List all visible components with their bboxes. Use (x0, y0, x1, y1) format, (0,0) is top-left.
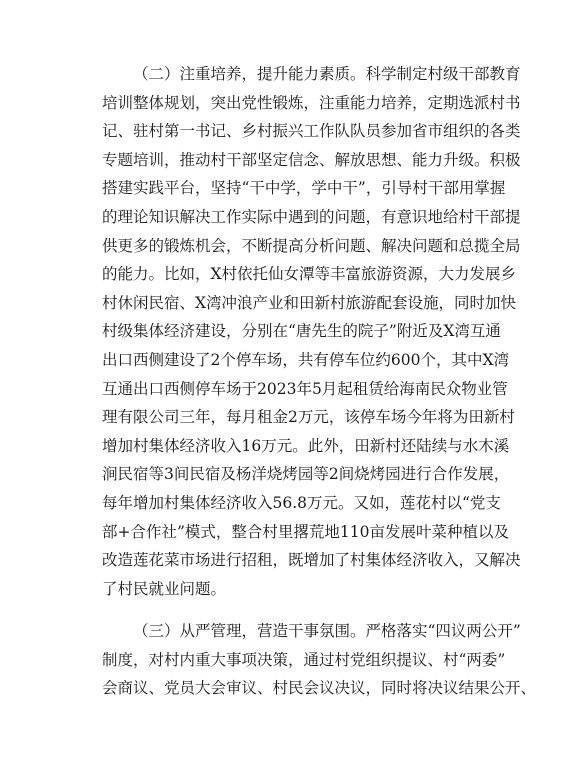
paragraph-3 (102, 617, 537, 703)
paragraph-line: 村休闲民宿、X湾冲浪产业和田新村旅游配套设施，同时加快 (102, 293, 517, 312)
paragraph-line: 培训整体规划，突出党性锻炼，注重能力培养，定期选派村书 (102, 93, 521, 112)
paragraph-line: 理有限公司三年，每月租金2万元，该停车场今年将为田新村 (102, 408, 515, 427)
paragraph-line: 的能力。比如，X村依托仙女潭等丰富旅游资源，大力发展乡 (102, 265, 517, 284)
paragraph-line: 村级集体经济建设，分别在“唐先生的院子”附近及X湾互通 (102, 322, 501, 341)
paragraph-line: 部+合作社”模式，整合村里撂荒地110亩发展叶菜种植以及 (102, 522, 509, 541)
paragraph-line: 增加村集体经济收入16万元。此外，田新村还陆续与水木溪 (102, 436, 510, 455)
paragraph-line: 制度，对村内重大事项决策，通过村党组织提议、村“两委” (102, 650, 506, 669)
paragraph-line: 涧民宿等3间民宿及杨洋烧烤园等2间烧烤园进行合作发展， (102, 465, 510, 484)
paragraph-line: 专题培训，推动村干部坚定信念、解放思想、能力升级。积极 (102, 150, 521, 169)
paragraph-line: 搭建实践平台，坚持“干中学，学中干”，引导村干部用掌握 (102, 179, 506, 198)
paragraph-gap (102, 603, 508, 617)
paragraph-line: 记、驻村第一书记、乡村振兴工作队队员参加省市组织的各类 (102, 122, 521, 141)
paragraph-line: 的理论知识解决工作实际中遇到的问题，有意识地给村干部提 (102, 207, 521, 226)
paragraph-2 (102, 60, 521, 603)
paragraph-line: 互通出口西侧停车场于2023年5月起租赁给海南民众物业管 (102, 379, 508, 398)
paragraph-line: 每年增加村集体经济收入56.8万元。又如，莲花村以“党支 (102, 493, 501, 512)
paragraph-line: 改造莲花菜市场进行招租，既增加了村集体经济收入，又解决 (102, 551, 521, 570)
paragraph-line: （三）从严管理，营造干事氛围。严格落实“四议两公开” (133, 622, 521, 641)
paragraph-line: 了村民就业问题。 (102, 579, 227, 598)
paragraph-line: （二）注重培养，提升能力素质。科学制定村级干部教育 (133, 65, 521, 83)
paragraph-line: 会商议、党员大会审议、村民会议决议，同时将决议结果公开、 (102, 679, 537, 698)
paragraph-line: 供更多的锻炼机会，不断提高分析问题、解决问题和总揽全局 (102, 236, 521, 255)
paragraph-line: 出口西侧建设了2个停车场，共有停车位约600个，其中X湾 (102, 350, 509, 369)
